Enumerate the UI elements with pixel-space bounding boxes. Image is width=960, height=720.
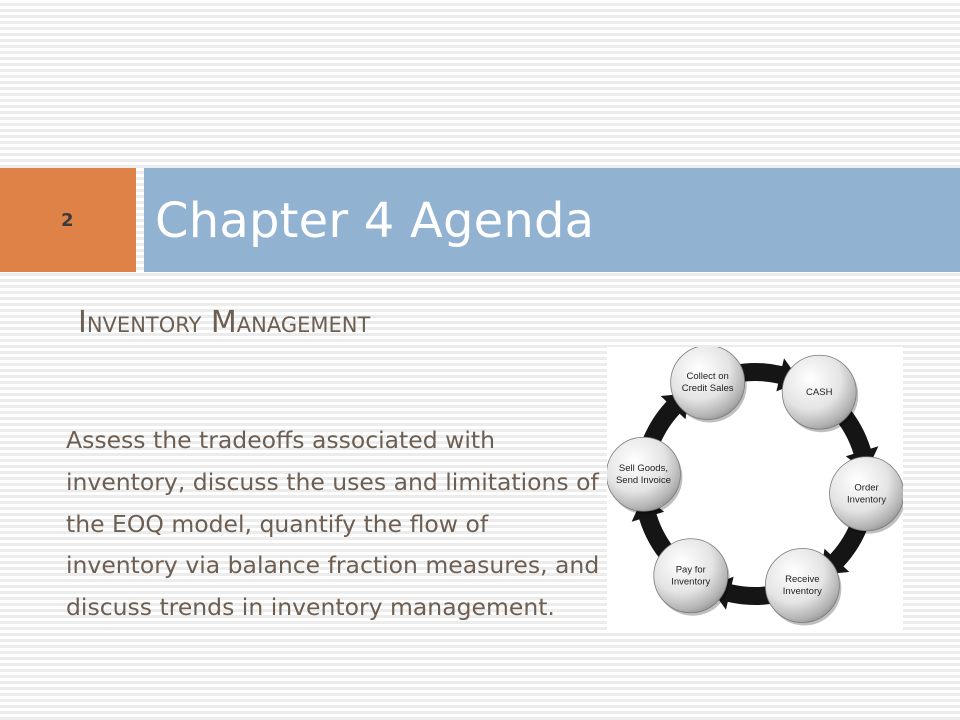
node-label: CASH <box>806 386 833 398</box>
node-label: Inventory <box>671 576 711 588</box>
node-label: Inventory <box>782 586 822 598</box>
cycle-node <box>782 355 858 432</box>
slide-number: 2 <box>61 210 74 231</box>
body-text: Assess the tradeoffs associated with inventory, discuss the uses and limitations of the EOQ model, quantify the flow of inventory via balance fraction measures, and discuss trends in inventory management. <box>66 426 600 622</box>
cash-cycle-diagram <box>607 347 903 633</box>
node-label: Send Invoice <box>615 474 671 486</box>
cycle-node <box>607 437 682 514</box>
node-label: Order <box>854 482 879 494</box>
node-label: Inventory <box>847 494 887 506</box>
cycle-node <box>654 539 730 616</box>
node-label: Collect on <box>686 371 729 383</box>
node-label: Sell Goods, <box>618 462 668 474</box>
cycle-node <box>830 457 903 534</box>
node-label: Credit Sales <box>681 383 734 395</box>
node-label: Pay for <box>675 564 706 576</box>
slide-title: Chapter 4 Agenda <box>155 193 595 249</box>
cycle-svg <box>607 347 903 633</box>
node-label: Receive <box>785 574 820 586</box>
cycle-nodes <box>607 347 903 626</box>
slide-subtitle: Inventory Management <box>78 305 371 340</box>
